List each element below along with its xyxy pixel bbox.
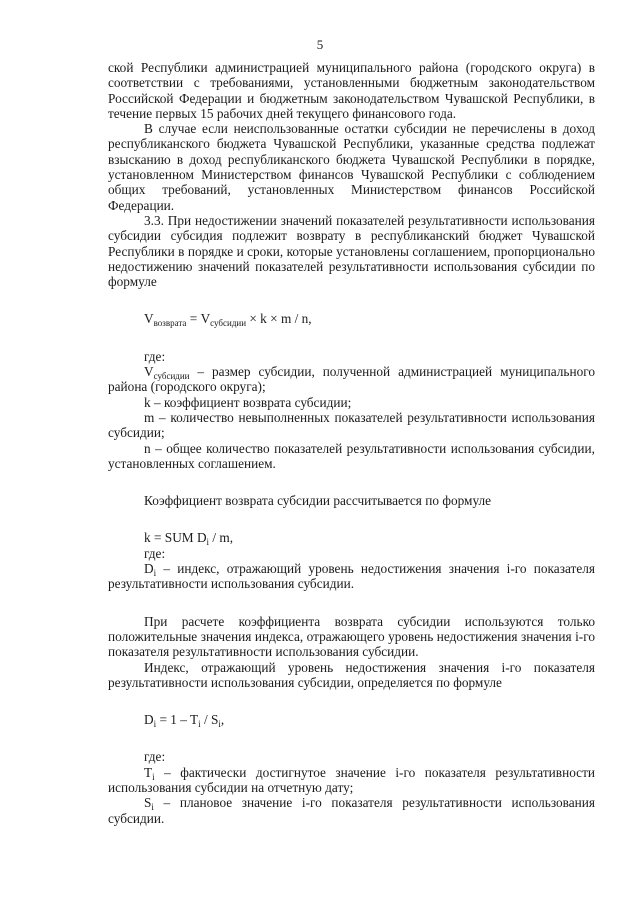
document-body bbox=[108, 60, 595, 826]
paragraph-continuation: ской Республики администрацией муниципального района (городского округа) в соответствии с требованиями, установленными бюджетным законодательством Российской Федерации и бюджетным законодательством Чувашской Республики, в течение первых 15 рабочих дней текущего финансового года. bbox=[108, 60, 595, 121]
definition-v-subsidy: $V_{субсидии}$ – размер субсидии, полученной администрацией муниципального района (городского округа); bbox=[108, 364, 595, 395]
definition-s: $S_i$ – плановое значение i-го показателя результативности использования субсидии. bbox=[108, 795, 595, 826]
formula-index: $D_i = 1 - T_i / S_i$, bbox=[144, 712, 225, 730]
paragraph-3-3: 3.3. При недостижении значений показателей результативности использования субсидии субсидия подлежит возврату в республиканский бюджет Чувашской Республики в порядке и сроки, которые установлены соглашением, пропорционально недостижению значений показателей результативности использования субсидии по формуле bbox=[108, 212, 595, 290]
where-label: где: bbox=[144, 749, 166, 765]
definition-m: m – количество невыполненных показателей результативности использования субсидии; bbox=[108, 409, 595, 441]
formula-return-amount: $V_{возврата} = V_{субсидии} \times k \times m / n$, bbox=[144, 311, 312, 329]
index-intro: Индекс, отражающий уровень недостижения значения i-го показателя результативности использования субсидии, определяется по формуле bbox=[108, 659, 595, 690]
coefficient-intro: Коэффициент возврата субсидии рассчитывается по формуле bbox=[144, 493, 492, 509]
definition-t: $T_i$ – фактически достигнутое значение i-го показателя результативности использования субсидии на отчетную дату; bbox=[108, 764, 595, 795]
definition-d: $D_i$ – индекс, отражающий уровень недостижения значения i-го показателя результативности использования субсидии. bbox=[108, 561, 595, 592]
definition-k: k – коэффициент возврата субсидии; bbox=[144, 394, 352, 410]
paragraph-unused-balances: В случае если неиспользованные остатки субсидии не перечислены в доход республиканского бюджета Чувашской Республики, указанные средства подлежат взысканию в доход республиканского бюджета Чувашской Республики в порядке, установленном Министерством финансов Чувашской Республики с соблюдением общих требований, установленных Министерством финансов Российской Федерации. bbox=[108, 121, 595, 213]
where-label: где: bbox=[144, 348, 166, 364]
calculation-note: При расчете коэффициента возврата субсидии используются только положительные значения индекса, отражающего уровень недостижения значения i-го показателя результативности использования субсидии. bbox=[108, 613, 595, 660]
page-number: 5 bbox=[316, 37, 324, 52]
definition-n: n – общее количество показателей результативности использования субсидии, установленных соглашением. bbox=[108, 440, 595, 471]
where-label: где: bbox=[144, 545, 166, 561]
formula-coefficient: k = SUM $D_i$ / m, bbox=[144, 530, 234, 548]
